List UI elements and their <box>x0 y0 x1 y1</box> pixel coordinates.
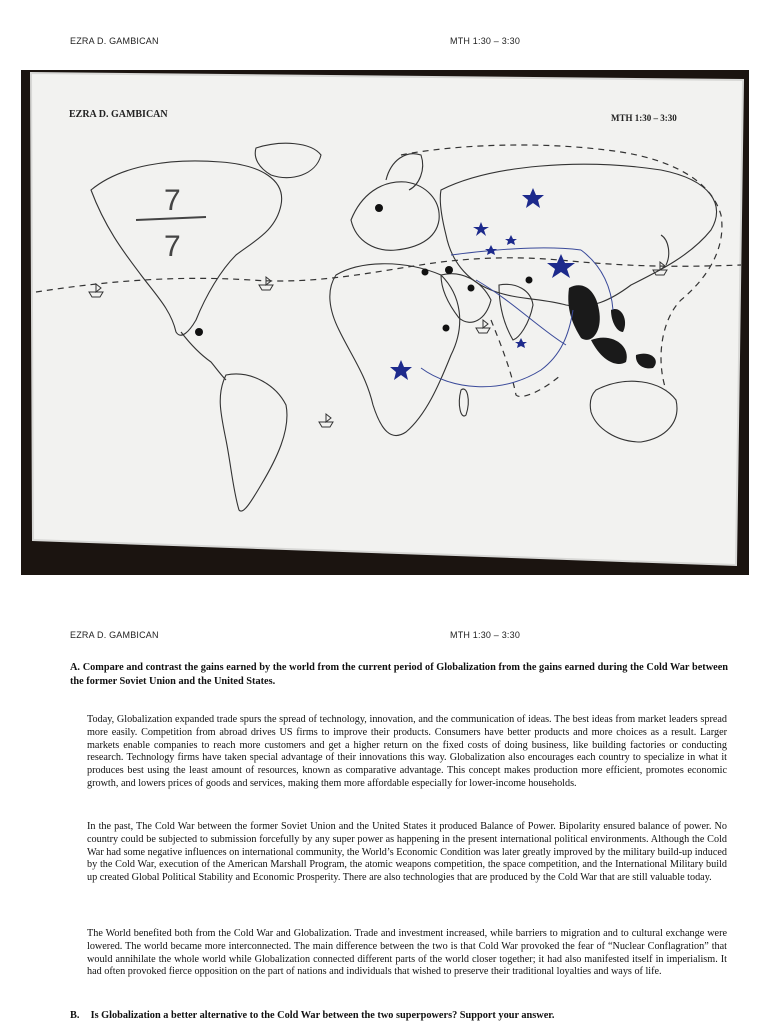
page2-header-schedule: MTH 1:30 – 3:30 <box>450 630 521 640</box>
dot-europe <box>375 204 383 212</box>
dot-egypt <box>422 269 429 276</box>
score-numerator: 7 <box>164 184 181 217</box>
question-b-label: B. <box>70 1010 80 1021</box>
sheet-schedule: MTH 1:30 – 3:30 <box>611 113 677 123</box>
question-b-text: Is Globalization a better alternative to the Cold War between the two superpowers? Support your answer. <box>90 1010 555 1021</box>
sheet-name: EZRA D. GAMBICAN <box>69 109 168 120</box>
map-photo-svg <box>21 70 749 575</box>
score-denominator: 7 <box>164 230 181 263</box>
dot-persia <box>468 285 475 292</box>
page2-header-name: EZRA D. GAMBICAN <box>70 630 159 640</box>
dot-red-sea <box>443 325 450 332</box>
answer-paragraph-2: In the past, The Cold War between the former Soviet Union and the United States it produced Balance of Power. Bipolarity ensured balance of power. No country could be subjected to submission forcefully by any super power as happening in the present international political environments. Although the Cold War had some negative influences on international community, the World’s Economic Condition was later greatly improved by the military build-up induced by the Cold War, execution of the American Marshall Program, the atomic weapons competition, the space competition, and the International Military build up created Global Political Stability and Economic Prosperity. There are also technologies that are produced by the Cold War that are still valuable today. <box>87 821 727 884</box>
page1-header-schedule: MTH 1:30 – 3:30 <box>450 36 521 46</box>
dot-middle-east <box>445 266 453 274</box>
dot-central-america <box>195 328 203 336</box>
dot-india <box>526 277 533 284</box>
answer-paragraph-3: The World benefited both from the Cold War and Globalization. Trade and investment increased, while barriers to migration and to cultural exchange were lowered. The world became more interconnected. The main difference between the two is that Cold War provoked the fear of “Nuclear Conflagration” that would annihilate the whole world while Globalization connected different parts of the world closer together; it had also manifested itself in imperialism. It had often provoked fierce opposition on the part of nations and individuals that wished to preserve their traditional loyalties and ways of life. <box>87 928 727 978</box>
paper-sheet <box>31 73 743 565</box>
page1-header-name: EZRA D. GAMBICAN <box>70 36 159 46</box>
question-a <box>70 661 728 689</box>
answer-paragraph-1: Today, Globalization expanded trade spurs the spread of technology, innovation, and the communication of ideas. The best ideas from market leaders spread more easily. Competition from abroad drives US firms to improve their products. Consumers have better products and more choices as a result. Larger markets enable companies to reach more customers and get a higher return on the fixed costs of doing business, like building factories or conducting research. Technology firms have taken special advantage of their innovations this way. Globalization also encourages each country to specialize in what it produces best using the least amount of resources, known as comparative advantage. This concept makes production more efficient, promotes economic growth, and lowers prices of goods and services, making them more affordable especially for lower-income households. <box>87 714 727 789</box>
question-a-label: A. <box>70 662 81 673</box>
map-photo <box>21 70 749 575</box>
question-b <box>70 1009 730 1023</box>
question-a-text: Compare and contrast the gains earned by the world from the current period of Globalization from the gains earned during the Cold War between the former Soviet Union and the United States. <box>70 662 728 687</box>
